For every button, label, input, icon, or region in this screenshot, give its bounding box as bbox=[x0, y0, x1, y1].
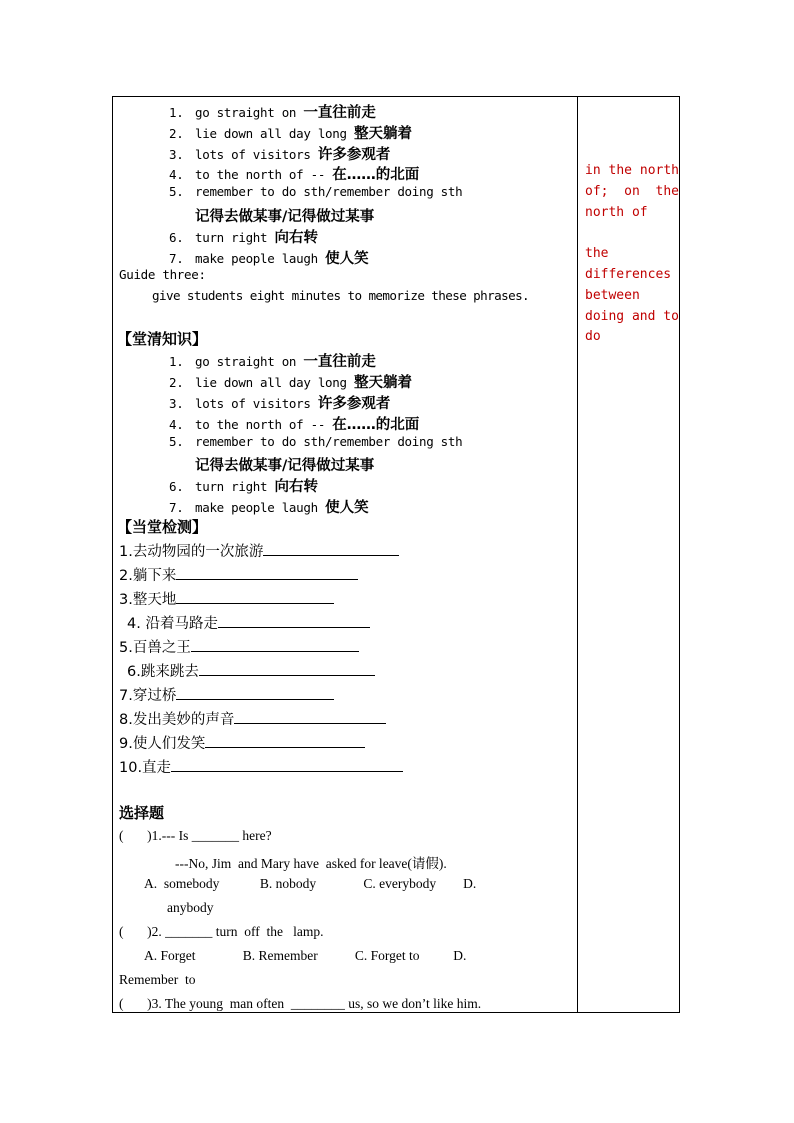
phrase-item: 2. lie down all day long 整天躺着 bbox=[169, 126, 412, 142]
phrase-item: 3. lots of visitors 许多参观者 bbox=[169, 147, 391, 163]
heading-knowledge: 【堂清知识】 bbox=[117, 330, 208, 348]
phrase-item: 3. lots of visitors 许多参观者 bbox=[169, 396, 391, 412]
translation-item: 7.穿过桥 bbox=[119, 684, 334, 705]
phrase-item: 记得去做某事/记得做过某事 bbox=[195, 458, 375, 474]
translation-item: 4. 沿着马路走 bbox=[127, 612, 370, 633]
translation-item: 6.跳来跳去 bbox=[127, 660, 375, 681]
phrase-item: 7. make people laugh 使人笑 bbox=[169, 251, 369, 267]
question-1-options-wrap: anybody bbox=[167, 900, 214, 915]
translation-item: 2.躺下来 bbox=[119, 564, 358, 585]
phrase-item: 5. remember to do sth/remember doing sth bbox=[169, 434, 463, 449]
translation-item: 1.去动物园的一次旅游 bbox=[119, 540, 399, 561]
translation-item: 5.百兽之王 bbox=[119, 636, 359, 657]
answer-blank[interactable] bbox=[199, 661, 375, 676]
guide-text: give students eight minutes to memorize these phrases. bbox=[152, 288, 530, 303]
translation-item: 9.使人们发笑 bbox=[119, 732, 365, 753]
phrase-item: 记得去做某事/记得做过某事 bbox=[195, 209, 375, 225]
main-column bbox=[113, 97, 577, 1012]
answer-blank[interactable] bbox=[263, 541, 399, 556]
phrase-item: 6. turn right 向右转 bbox=[169, 230, 318, 246]
answer-blank[interactable] bbox=[191, 637, 359, 652]
heading-test: 【当堂检测】 bbox=[117, 518, 208, 536]
side-notes bbox=[585, 161, 679, 348]
answer-blank[interactable] bbox=[218, 613, 370, 628]
phrase-item: 7. make people laugh 使人笑 bbox=[169, 500, 369, 516]
answer-blank[interactable] bbox=[234, 709, 386, 724]
guide-label: Guide three: bbox=[119, 267, 206, 282]
answer-blank[interactable] bbox=[171, 757, 403, 772]
side-note-differences: the differences between doing and to do bbox=[585, 246, 679, 345]
lesson-table bbox=[112, 96, 680, 1013]
question-2-options: A. Forget B. Remember C. Forget to D. bbox=[144, 948, 467, 963]
question-2-options-wrap: Remember to bbox=[119, 972, 196, 987]
question-1-reply: ---No, Jim and Mary have asked for leave(请假). bbox=[175, 856, 447, 871]
answer-blank[interactable] bbox=[176, 565, 358, 580]
answer-blank[interactable] bbox=[205, 733, 365, 748]
answer-blank[interactable] bbox=[176, 685, 334, 700]
phrase-item: 5. remember to do sth/remember doing sth bbox=[169, 184, 463, 199]
phrase-item: 1. go straight on 一直往前走 bbox=[169, 105, 376, 121]
heading-choice: 选择题 bbox=[119, 804, 165, 822]
column-divider bbox=[577, 97, 578, 1012]
question-3-stem: ( )3. The young man often ________ us, so we don’t like him. bbox=[119, 996, 482, 1011]
translation-item: 3.整天地 bbox=[119, 588, 334, 609]
translation-item: 10.直走 bbox=[119, 756, 403, 777]
phrase-item: 4. to the north of -- 在……的北面 bbox=[169, 167, 420, 183]
phrase-item: 4. to the north of -- 在……的北面 bbox=[169, 417, 420, 433]
question-1-stem: ( )1.--- Is _______ here? bbox=[119, 828, 272, 843]
side-note-spacer bbox=[585, 223, 679, 244]
phrase-item: 1. go straight on 一直往前走 bbox=[169, 354, 376, 370]
side-note-north: in the north of; on the north of bbox=[585, 163, 679, 220]
phrase-item: 2. lie down all day long 整天躺着 bbox=[169, 375, 412, 391]
phrase-item: 6. turn right 向右转 bbox=[169, 479, 318, 495]
translation-item: 8.发出美妙的声音 bbox=[119, 708, 386, 729]
question-1-options: A. somebody B. nobody C. everybody D. bbox=[144, 876, 477, 891]
question-2-stem: ( )2. _______ turn off the lamp. bbox=[119, 924, 324, 939]
answer-blank[interactable] bbox=[176, 589, 334, 604]
